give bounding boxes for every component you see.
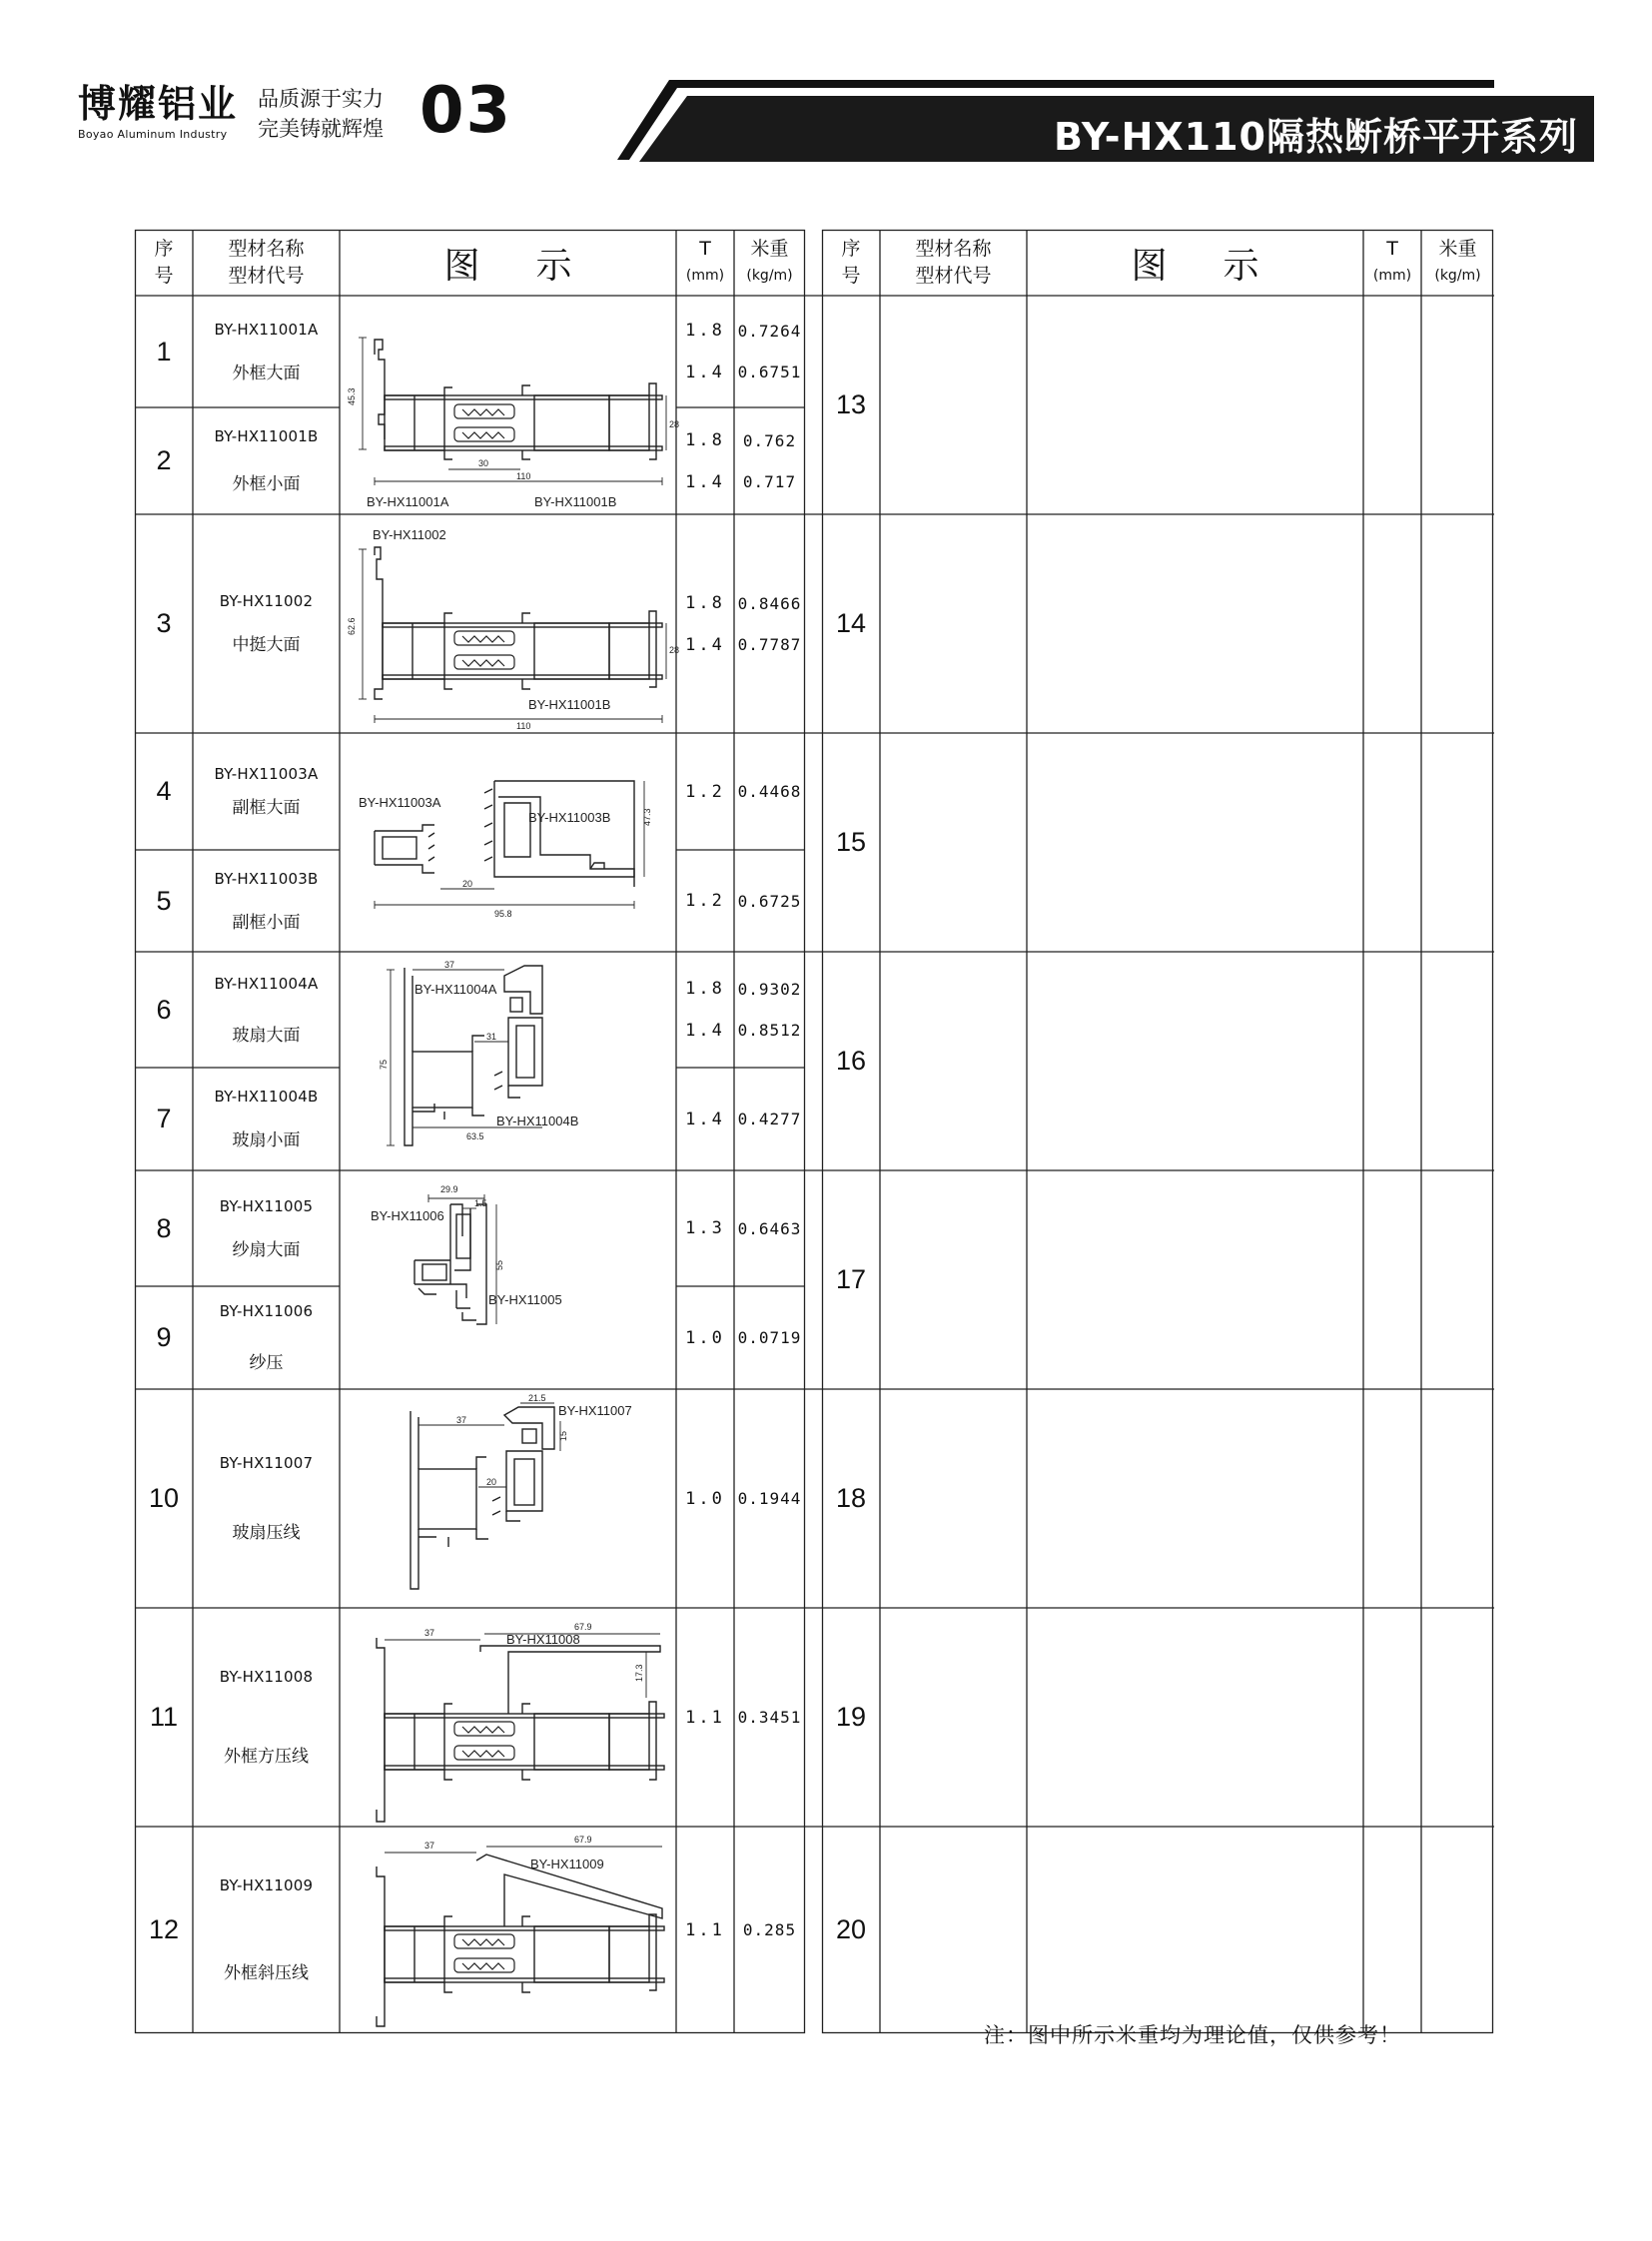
brand-name-cn: 博耀铝业 xyxy=(78,82,239,126)
weight-cell xyxy=(734,1608,805,1827)
profile-drawing-6 xyxy=(345,956,672,1171)
thickness-cell xyxy=(676,952,734,1068)
slogan xyxy=(258,84,384,144)
thickness-value: 1.4 xyxy=(685,1021,725,1041)
profile-name: 副框大面 xyxy=(232,798,301,818)
weight-cell xyxy=(734,850,805,952)
header-weight-right-label: 米重 xyxy=(1438,238,1477,260)
weight-cell xyxy=(734,1286,805,1389)
dim-label: 29.9 xyxy=(440,1184,458,1194)
dim-label: 45.3 xyxy=(347,387,357,405)
thickness-value: 1.8 xyxy=(685,979,725,999)
profile-code: BY-HX11007 xyxy=(219,1454,314,1472)
weight-value: 0.285 xyxy=(742,1920,797,1939)
figure-label: BY-HX11004A xyxy=(414,982,497,997)
profile-name: 玻扇大面 xyxy=(232,1025,301,1046)
dim-label: 20 xyxy=(486,1477,497,1487)
profile-name: 外框方压线 xyxy=(224,1747,309,1767)
dim-label: 21.5 xyxy=(528,1393,546,1403)
profile-drawing-8 xyxy=(345,1174,672,1390)
row-number: 7 xyxy=(156,1104,172,1133)
weight-value: 0.6463 xyxy=(737,1218,802,1238)
weight-value: 0.8512 xyxy=(737,1021,802,1040)
weight-value: 0.762 xyxy=(742,430,797,450)
thickness-cell xyxy=(676,1608,734,1827)
weight-cell xyxy=(734,514,805,733)
profile-code: BY-HX11009 xyxy=(219,1876,314,1894)
weight-cell xyxy=(734,1827,805,2033)
header-seq-right xyxy=(822,230,880,296)
row-number: 4 xyxy=(156,776,172,806)
thickness-value: 1.4 xyxy=(685,471,725,492)
profile-code: BY-HX11002 xyxy=(219,592,314,610)
weight-value: 0.717 xyxy=(742,471,797,491)
profile-name-cell xyxy=(193,850,340,952)
dim-label: 110 xyxy=(516,721,531,731)
profile-name: 副框小面 xyxy=(232,912,301,933)
weight-value: 0.3451 xyxy=(737,1708,802,1727)
weight-value: 0.7264 xyxy=(737,322,802,341)
header-weight-unit: (kg/m) xyxy=(746,268,793,284)
thickness-cell xyxy=(676,733,734,850)
dim-label: 67.9 xyxy=(574,1622,592,1632)
profile-drawing-4 xyxy=(345,737,672,953)
profile-code: BY-HX11005 xyxy=(219,1196,314,1215)
profile-table xyxy=(135,230,1494,2033)
dim-label: 55 xyxy=(494,1259,504,1270)
profile-name-cell xyxy=(193,1286,340,1389)
profile-code: BY-HX11006 xyxy=(219,1302,314,1320)
figure-label: BY-HX11003A xyxy=(359,795,441,810)
profile-code: BY-HX11008 xyxy=(219,1668,314,1686)
dim-label: 63.5 xyxy=(466,1131,484,1141)
thickness-cell xyxy=(676,1389,734,1608)
row-number: 2 xyxy=(156,445,172,475)
row-number: 9 xyxy=(156,1322,172,1352)
dim-label: 17.3 xyxy=(634,1664,644,1682)
header-figure: 图示 xyxy=(443,245,628,287)
profile-name-cell xyxy=(193,1608,340,1827)
row-number: 10 xyxy=(148,1483,180,1513)
thickness-cell xyxy=(676,1170,734,1286)
dim-label: 67.9 xyxy=(574,1835,592,1845)
profile-code: BY-HX11004B xyxy=(214,1088,319,1106)
figure-label: BY-HX11002 xyxy=(373,527,446,542)
row-number: 3 xyxy=(156,608,172,638)
row-number-right: 16 xyxy=(835,1046,867,1076)
figure-label: BY-HX11008 xyxy=(506,1632,580,1647)
header-name-2: 型材代号 xyxy=(228,265,305,287)
header-t xyxy=(676,230,734,296)
header-name xyxy=(193,230,340,296)
row-number-right: 18 xyxy=(835,1483,867,1513)
figure-label: BY-HX11001B xyxy=(534,494,617,509)
thickness-value: 1.0 xyxy=(685,1327,725,1348)
profile-code: BY-HX11001B xyxy=(214,427,319,445)
thickness-cell xyxy=(676,296,734,407)
profile-name-cell xyxy=(193,1389,340,1608)
weight-value: 0.4277 xyxy=(737,1110,802,1128)
header-name-right-2: 型材代号 xyxy=(915,265,992,287)
dim-label: 110 xyxy=(516,471,531,481)
profile-name-cell xyxy=(193,1170,340,1286)
dim-label: 37 xyxy=(424,1628,435,1638)
dim-label: 28 xyxy=(669,645,680,655)
figure-label: BY-HX11005 xyxy=(488,1292,562,1307)
dim-label: 75 xyxy=(379,1059,389,1070)
row-number-right: 15 xyxy=(835,827,867,857)
thickness-cell xyxy=(676,407,734,514)
dim-label: 30 xyxy=(478,458,489,468)
row-number: 5 xyxy=(156,885,172,916)
header-weight xyxy=(734,230,805,296)
dim-label: 62.6 xyxy=(347,617,357,635)
thickness-value: 1.1 xyxy=(685,1707,725,1728)
figure-label: BY-HX11009 xyxy=(530,1857,604,1871)
thickness-value: 1.0 xyxy=(685,1488,725,1509)
series-title: BY-HX110隔热断桥平开系列 xyxy=(1053,115,1578,159)
profile-name: 外框大面 xyxy=(232,363,301,383)
figure-label: BY-HX11001B xyxy=(528,697,611,712)
profile-code: BY-HX11003A xyxy=(214,765,319,783)
profile-name-cell xyxy=(193,296,340,407)
profile-drawing-3 xyxy=(345,519,680,735)
profile-code: BY-HX11004A xyxy=(214,974,319,993)
dim-label: 47.3 xyxy=(642,808,652,826)
profile-name: 纱压 xyxy=(249,1353,284,1373)
thickness-cell xyxy=(676,850,734,952)
dim-label: 28 xyxy=(669,419,680,429)
figure-label: BY-HX11006 xyxy=(371,1208,444,1223)
dim-label: 31 xyxy=(486,1032,497,1042)
profile-name-cell xyxy=(193,407,340,514)
weight-cell xyxy=(734,952,805,1068)
header-t-right-label: T xyxy=(1386,238,1398,260)
profile-drawing-1 xyxy=(345,300,680,515)
header-name-right xyxy=(880,230,1027,296)
profile-name-cell xyxy=(193,514,340,733)
header-figure-right: 图示 xyxy=(1131,245,1315,287)
weight-cell xyxy=(734,407,805,514)
thickness-value: 1.4 xyxy=(685,1109,725,1129)
dim-label: 15 xyxy=(558,1430,568,1441)
weight-cell xyxy=(734,733,805,850)
thickness-value: 1.4 xyxy=(685,634,725,655)
row-number-right: 14 xyxy=(835,608,867,638)
row-number: 1 xyxy=(156,336,172,367)
brand-name-en: Boyao Aluminum Industry xyxy=(78,128,228,141)
thickness-value: 1.8 xyxy=(685,592,725,613)
dim-label: 37 xyxy=(456,1415,467,1425)
profile-name-cell xyxy=(193,733,340,850)
profile-name: 纱扇大面 xyxy=(232,1239,301,1260)
dim-label: 1.5 xyxy=(474,1198,487,1208)
slogan-line-2: 完美铸就辉煌 xyxy=(258,117,384,141)
dim-label: 37 xyxy=(444,960,455,970)
figure-label: BY-HX11004B xyxy=(496,1114,579,1128)
row-number: 8 xyxy=(156,1212,172,1243)
profile-code: BY-HX11003B xyxy=(214,869,319,888)
thickness-value: 1.8 xyxy=(685,429,725,450)
profile-drawing-11 xyxy=(345,1612,672,1828)
profile-drawing-10 xyxy=(345,1393,672,1609)
row-number-right: 17 xyxy=(835,1264,867,1294)
weight-cell xyxy=(734,1389,805,1608)
profile-name-cell xyxy=(193,1827,340,2033)
thickness-cell xyxy=(676,1068,734,1170)
dim-label: 95.8 xyxy=(494,909,512,919)
row-number: 6 xyxy=(156,994,172,1025)
profile-name: 中挺大面 xyxy=(232,635,301,655)
weight-cell xyxy=(734,1068,805,1170)
thickness-value: 1.1 xyxy=(685,1919,725,1940)
footer-note: 注：图中所示米重均为理论值，仅供参考！ xyxy=(984,2023,1401,2047)
header-t-right-unit: (mm) xyxy=(1372,268,1412,284)
header-seq-right-2: 号 xyxy=(841,265,861,287)
page-number: 03 xyxy=(419,74,513,148)
brand-logo xyxy=(78,82,238,141)
thickness-cell xyxy=(676,1286,734,1389)
profile-name: 外框小面 xyxy=(232,474,301,494)
profile-code: BY-HX11001A xyxy=(214,320,319,339)
header-name-1: 型材名称 xyxy=(228,238,305,260)
header-t-right xyxy=(1363,230,1421,296)
weight-cell xyxy=(734,1170,805,1286)
weight-value: 0.0719 xyxy=(737,1328,802,1347)
thickness-value: 1.3 xyxy=(685,1218,725,1238)
thickness-value: 1.8 xyxy=(685,321,725,341)
weight-value: 0.4468 xyxy=(737,782,802,801)
weight-value: 0.6751 xyxy=(737,363,802,381)
dim-label: 37 xyxy=(424,1841,435,1851)
figure-label: BY-HX11001A xyxy=(367,494,449,509)
thickness-cell xyxy=(676,1827,734,2033)
weight-value: 0.1944 xyxy=(737,1489,802,1508)
row-number-right: 13 xyxy=(835,389,867,419)
row-number-right: 19 xyxy=(835,1702,867,1732)
header-seq-right-1: 序 xyxy=(841,238,861,260)
row-number-right: 20 xyxy=(835,1914,867,1944)
thickness-value: 1.2 xyxy=(685,781,725,802)
weight-value: 0.8466 xyxy=(737,593,802,613)
header-t-unit: (mm) xyxy=(685,268,725,284)
header-seq-1: 序 xyxy=(154,238,174,260)
profile-name-cell xyxy=(193,952,340,1068)
profile-drawing-12 xyxy=(345,1831,672,2034)
header-name-right-1: 型材名称 xyxy=(915,238,992,260)
header-seq-2: 号 xyxy=(154,265,174,287)
weight-cell xyxy=(734,296,805,407)
figure-label: BY-HX11007 xyxy=(558,1403,632,1418)
header-weight-right-unit: (kg/m) xyxy=(1434,268,1481,284)
header-seq xyxy=(135,230,193,296)
profile-name: 玻扇小面 xyxy=(232,1130,301,1150)
header-weight-right xyxy=(1421,230,1494,296)
dim-label: 20 xyxy=(462,879,473,889)
weight-value: 0.9302 xyxy=(737,980,802,999)
thickness-value: 1.4 xyxy=(685,363,725,382)
weight-value: 0.7787 xyxy=(737,634,802,654)
profile-name: 玻扇压线 xyxy=(232,1523,301,1543)
weight-value: 0.6725 xyxy=(737,891,802,911)
profile-name: 外框斜压线 xyxy=(224,1963,309,1983)
row-number: 12 xyxy=(148,1914,180,1944)
thickness-cell xyxy=(676,514,734,733)
figure-label: BY-HX11003B xyxy=(528,810,611,825)
row-number: 11 xyxy=(149,1702,179,1732)
thickness-value: 1.2 xyxy=(685,891,725,911)
profile-name-cell xyxy=(193,1068,340,1170)
slogan-line-1: 品质源于实力 xyxy=(258,87,384,111)
header-t-label: T xyxy=(699,238,711,260)
header-weight-label: 米重 xyxy=(750,238,789,260)
